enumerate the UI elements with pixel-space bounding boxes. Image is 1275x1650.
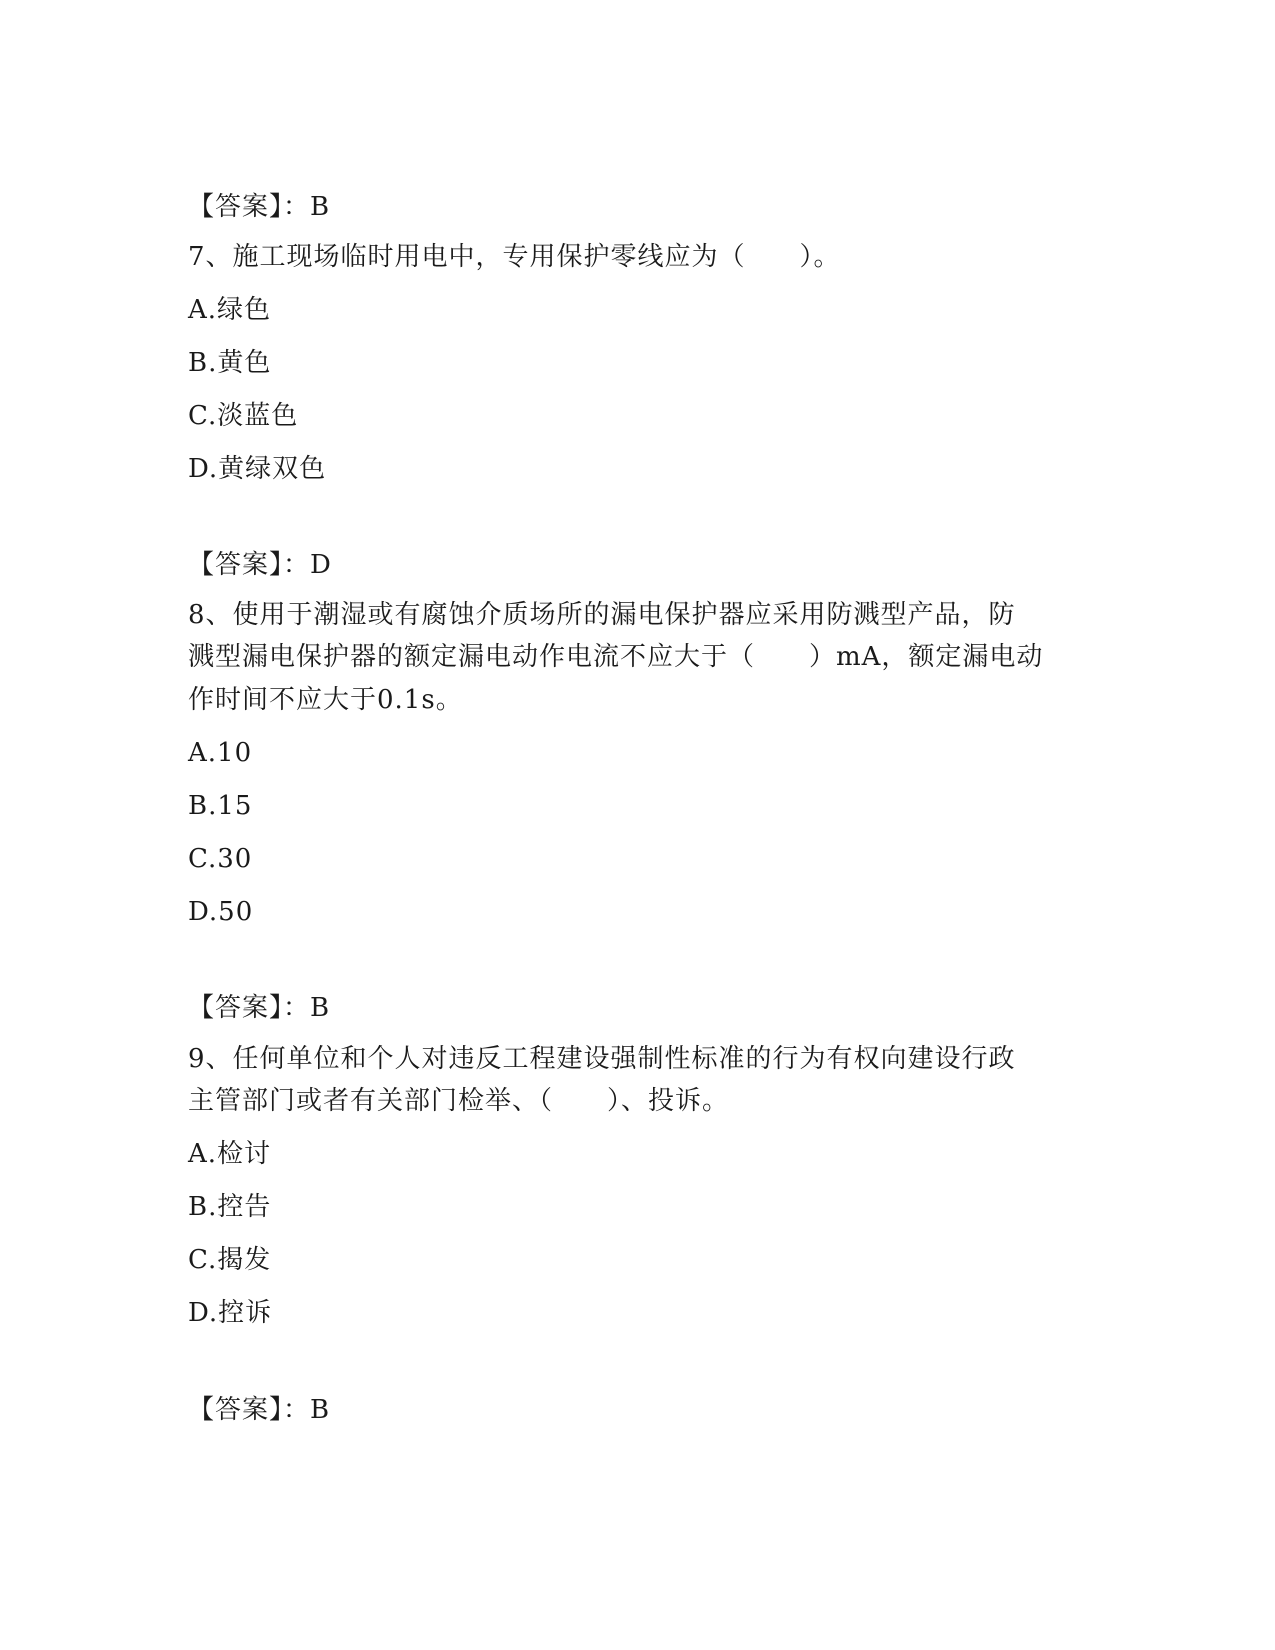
option-8a: A.10 xyxy=(188,738,253,768)
question-8-line-3: 作时间不应大于0.1s。 xyxy=(188,685,463,715)
answer-9: 【答案】：B xyxy=(188,1395,331,1425)
question-9-line-2: 主管部门或者有关部门检举、（ ）、投诉。 xyxy=(188,1086,730,1116)
answer-8: 【答案】：B xyxy=(188,993,331,1023)
option-7c: C.淡蓝色 xyxy=(188,401,299,431)
option-9c: C.揭发 xyxy=(188,1245,272,1275)
answer-7: 【答案】：D xyxy=(188,550,332,580)
option-8d: D.50 xyxy=(188,897,254,927)
option-7a: A.绿色 xyxy=(188,295,272,325)
question-8-line-1: 8、使用于潮湿或有腐蚀介质场所的漏电保护器应采用防溅型产品，防 xyxy=(188,600,1016,630)
option-7d: D.黄绿双色 xyxy=(188,454,327,484)
option-8b: B.15 xyxy=(188,791,253,821)
answer-prev: 【答案】：B xyxy=(188,192,331,222)
question-9-line-1: 9、任何单位和个人对违反工程建设强制性标准的行为有权向建设行政 xyxy=(188,1044,1016,1074)
question-7: 7、施工现场临时用电中，专用保护零线应为（ ）。 xyxy=(188,242,841,272)
option-7b: B.黄色 xyxy=(188,348,272,378)
option-8c: C.30 xyxy=(188,844,253,874)
option-9a: A.检讨 xyxy=(188,1139,272,1169)
option-9b: B.控告 xyxy=(188,1192,272,1222)
question-8-line-2: 溅型漏电保护器的额定漏电动作电流不应大于（ ）mA，额定漏电动 xyxy=(188,642,1044,672)
option-9d: D.控诉 xyxy=(188,1298,273,1328)
